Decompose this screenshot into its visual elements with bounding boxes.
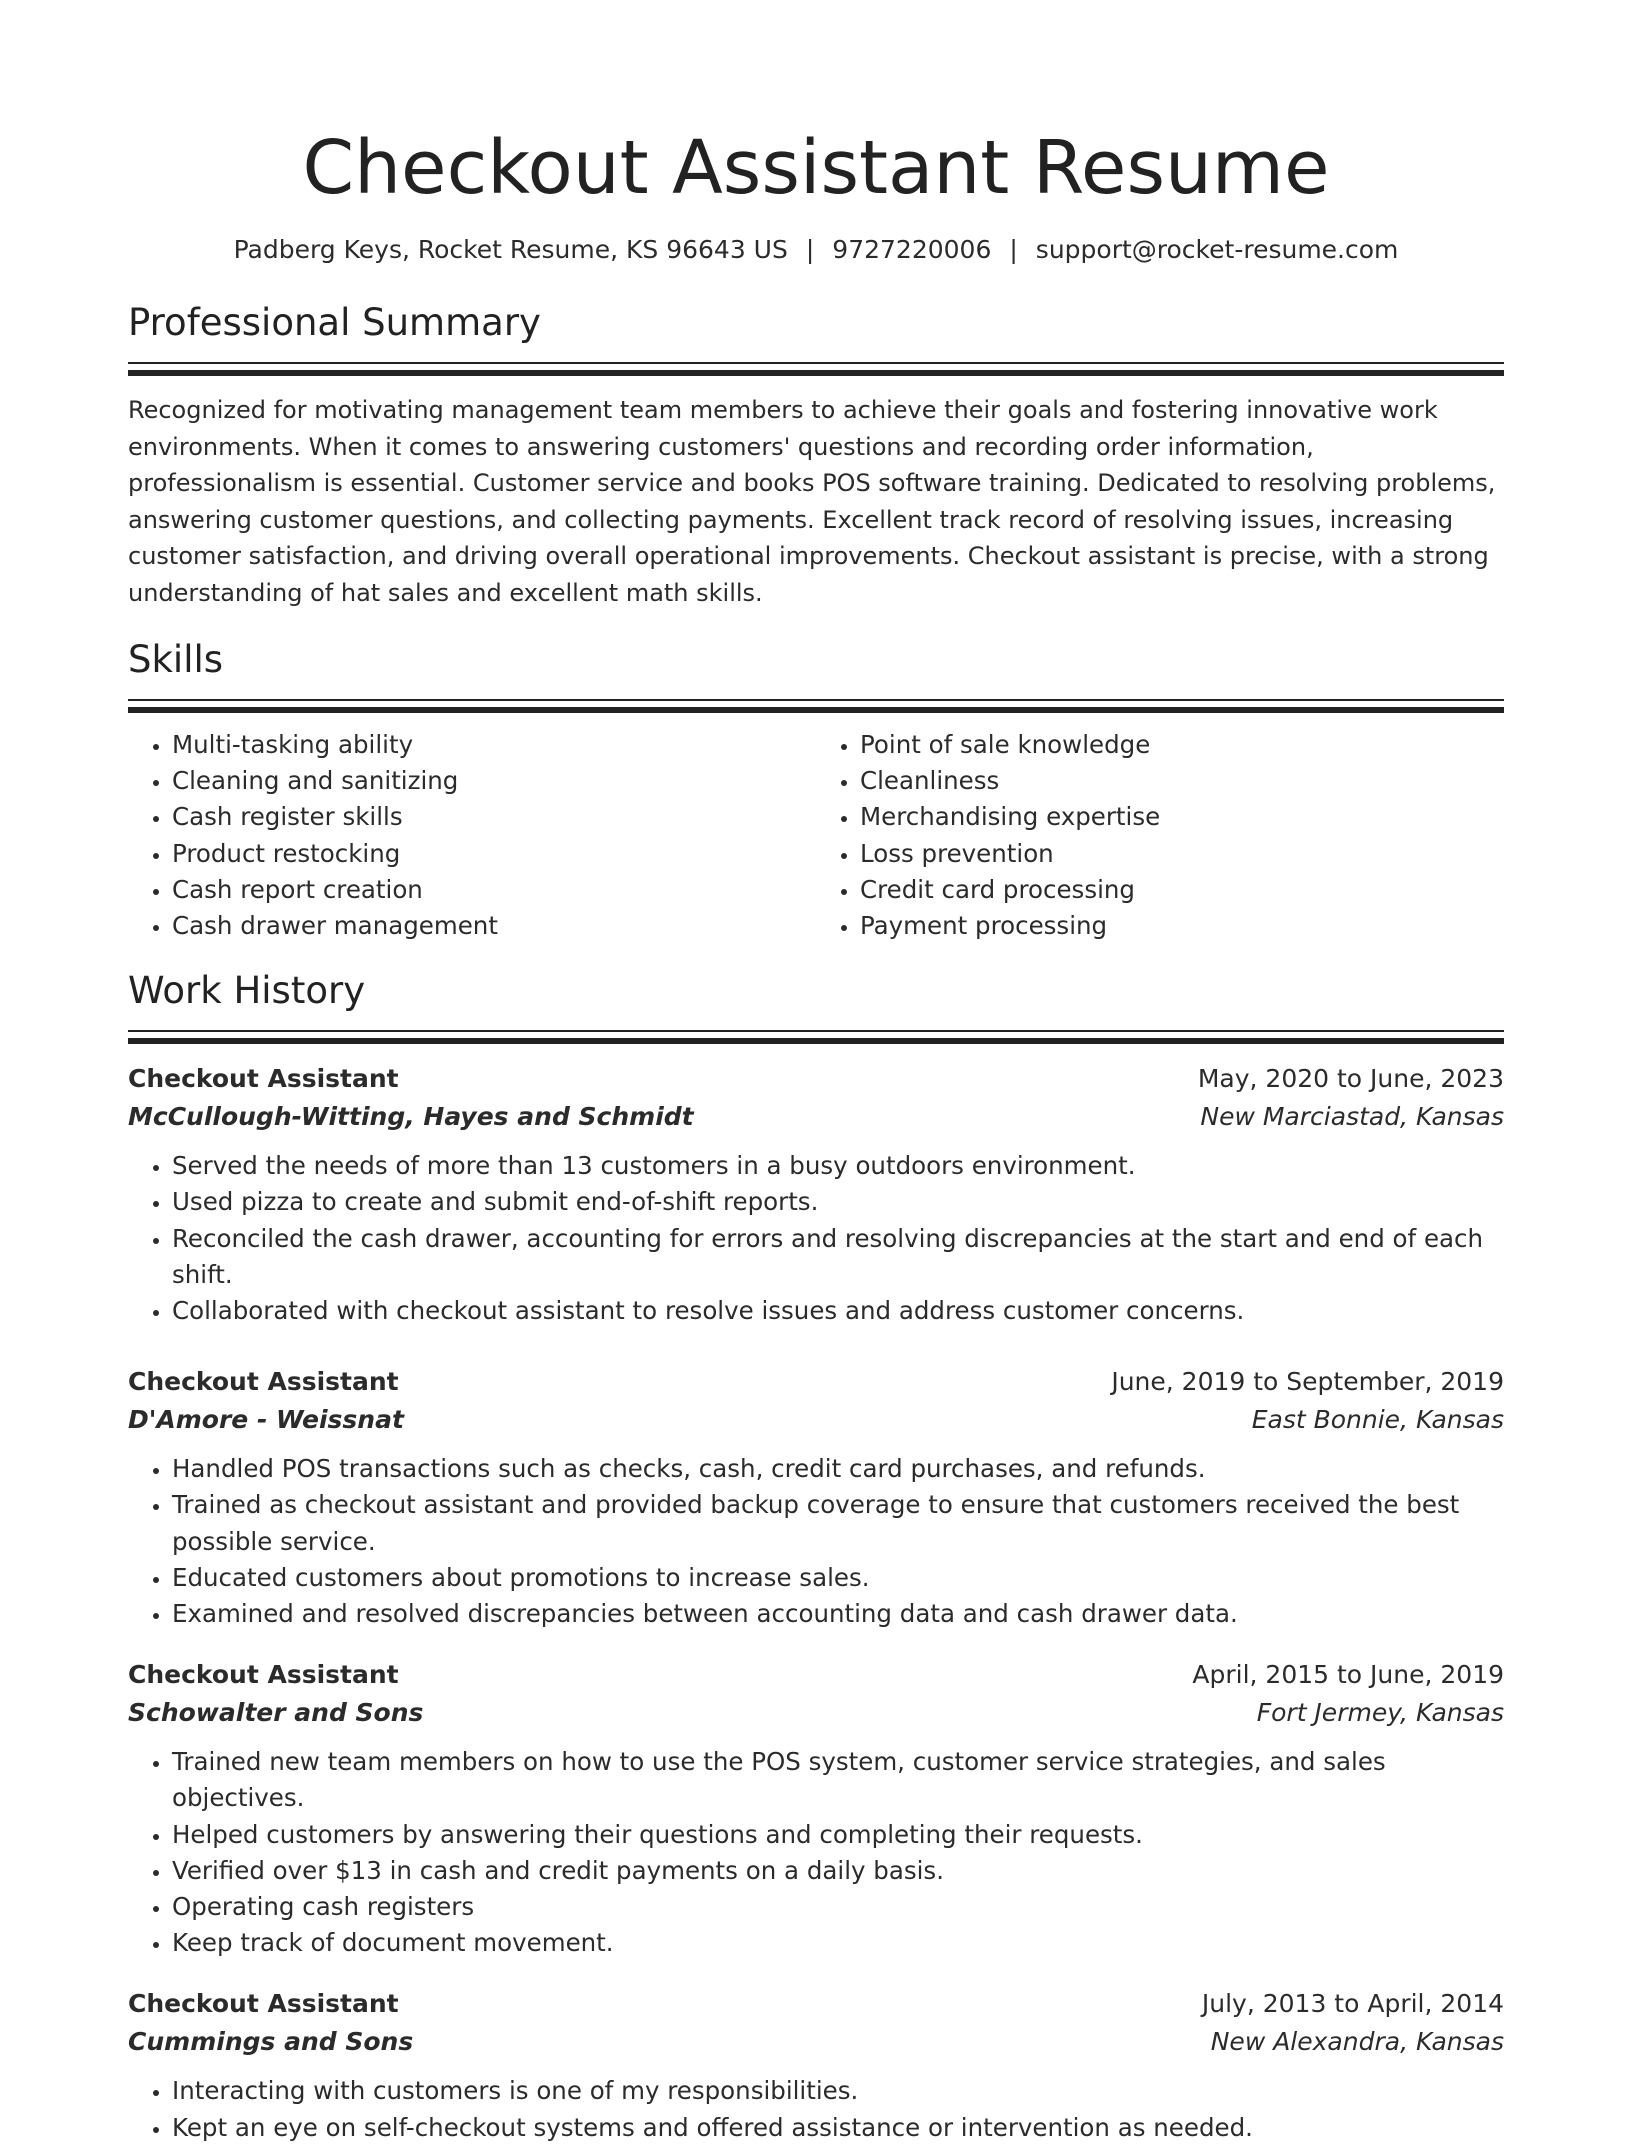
contact-separator: |	[805, 235, 815, 264]
work-history-section	[128, 966, 1504, 2146]
job-bullets	[128, 1744, 1504, 1961]
skills-heading: Skills	[128, 638, 224, 681]
section-divider	[128, 362, 1504, 376]
job-location: New Marciastad, Kansas	[1200, 1102, 1504, 1132]
skill-item: • Multi-tasking ability	[172, 727, 816, 763]
job-bullet: • Trained new team members on how to use the POS system, customer service strategies, and sales objectives.	[172, 1744, 1504, 1816]
work-history-heading: Work History	[128, 969, 366, 1013]
job-title: Checkout Assistant	[128, 1367, 399, 1397]
summary-heading: Professional Summary	[128, 301, 541, 344]
skill-item: • Cash drawer management	[172, 908, 816, 944]
job-bullets	[128, 2073, 1504, 2145]
job-dates: April, 2015 to June, 2019	[1192, 1660, 1504, 1690]
skills-list-right	[816, 727, 1504, 944]
skill-item: • Cash report creation	[172, 872, 816, 908]
job-bullet: • Helped customers by answering their questions and completing their requests.	[172, 1817, 1504, 1853]
job-bullet: • Served the needs of more than 13 customers in a busy outdoors environment.	[172, 1148, 1504, 1184]
skill-item: • Cleanliness	[860, 763, 1504, 799]
contact-address: Padberg Keys, Rocket Resume, KS 96643 US	[233, 235, 788, 264]
job-bullet: • Trained as checkout assistant and provided backup coverage to ensure that customers received the best possible service.	[172, 1487, 1504, 1559]
page-title: Checkout Assistant Resume	[302, 125, 1330, 211]
job-company: Cummings and Sons	[128, 2027, 414, 2057]
job-company: D'Amore - Weissnat	[128, 1405, 404, 1435]
job-bullets	[128, 1148, 1504, 1329]
job-title: Checkout Assistant	[128, 1660, 399, 1690]
job-location: East Bonnie, Kansas	[1251, 1405, 1504, 1435]
skill-item: • Payment processing	[860, 908, 1504, 944]
job-bullet: • Collaborated with checkout assistant to resolve issues and address customer concerns.	[172, 1293, 1504, 1329]
contact-line	[128, 230, 1504, 270]
skills-section	[128, 635, 1504, 944]
job-bullet: • Reconciled the cash drawer, accounting for errors and resolving discrepancies at the start and end of each shift.	[172, 1221, 1504, 1293]
job-entry	[128, 1656, 1504, 1961]
job-bullet: • Examined and resolved discrepancies between accounting data and cash drawer data.	[172, 1596, 1504, 1632]
job-bullets	[128, 1451, 1504, 1632]
job-location: Fort Jermey, Kansas	[1256, 1698, 1504, 1728]
skill-item: • Product restocking	[172, 836, 816, 872]
job-dates: May, 2020 to June, 2023	[1197, 1064, 1504, 1094]
job-entry	[128, 1060, 1504, 1329]
job-company: Schowalter and Sons	[128, 1698, 424, 1728]
job-location: New Alexandra, Kansas	[1210, 2027, 1504, 2057]
skill-item: • Merchandising expertise	[860, 799, 1504, 835]
job-company: McCullough-Witting, Hayes and Schmidt	[128, 1102, 694, 1132]
summary-text: Recognized for motivating management team members to achieve their goals and fostering innovative work environments. When it comes to answering customers' questions and recording order information, professionalism is essential. Customer service and books POS software training. Dedicated to resolving problems, answering customer questions, and collecting payments. Excellent track record of resolving issues, increasing customer satisfaction, and driving overall operational improvements. Checkout assistant is precise, with a strong understanding of hat sales and excellent math skills.	[128, 396, 1496, 607]
job-bullet: • Interacting with customers is one of my responsibilities.	[172, 2073, 1504, 2109]
skills-list-left	[128, 727, 816, 944]
job-bullet: • Verified over $13 in cash and credit payments on a daily basis.	[172, 1853, 1504, 1889]
skill-item: • Credit card processing	[860, 872, 1504, 908]
job-bullet: • Educated customers about promotions to increase sales.	[172, 1560, 1504, 1596]
skill-item: • Point of sale knowledge	[860, 727, 1504, 763]
skill-item: • Cleaning and sanitizing	[172, 763, 816, 799]
job-bullet: • Handled POS transactions such as checks, cash, credit card purchases, and refunds.	[172, 1451, 1504, 1487]
job-entry	[128, 1363, 1504, 1632]
skills-columns	[128, 727, 1504, 944]
contact-email: support@rocket-resume.com	[1035, 235, 1399, 264]
job-bullet: • Used pizza to create and submit end-of-shift reports.	[172, 1184, 1504, 1220]
contact-separator: |	[1009, 235, 1018, 264]
skill-item: • Loss prevention	[860, 836, 1504, 872]
section-divider	[128, 699, 1504, 713]
job-dates: July, 2013 to April, 2014	[1201, 1989, 1504, 2019]
job-entry	[128, 1985, 1504, 2145]
job-bullet: • Kept an eye on self-checkout systems and offered assistance or intervention as needed.	[172, 2110, 1504, 2146]
summary-section	[128, 298, 1504, 611]
job-bullet: • Operating cash registers	[172, 1889, 1504, 1925]
job-title: Checkout Assistant	[128, 1989, 399, 2019]
job-bullet: • Keep track of document movement.	[172, 1925, 1504, 1961]
job-dates: June, 2019 to September, 2019	[1111, 1367, 1504, 1397]
skill-item: • Cash register skills	[172, 799, 816, 835]
job-title: Checkout Assistant	[128, 1064, 399, 1094]
contact-phone: 9727220006	[832, 235, 992, 264]
section-divider	[128, 1030, 1504, 1044]
